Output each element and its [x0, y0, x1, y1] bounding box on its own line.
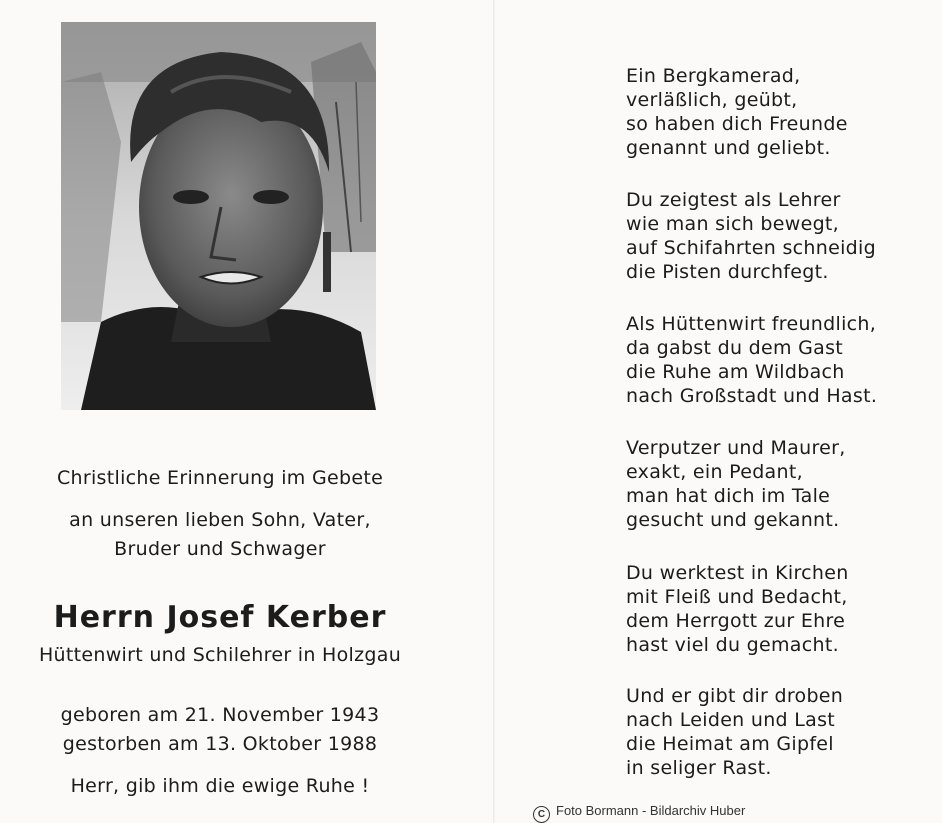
poem-line: Du zeigtest als Lehrer [626, 189, 841, 211]
relation-line-2: Bruder und Schwager [114, 538, 326, 560]
poem-line: Als Hüttenwirt freundlich, [626, 313, 877, 335]
intro-line: Christliche Erinnerung im Gebete [56, 467, 384, 489]
poem-line: in seliger Rast. [626, 757, 772, 779]
poem-line: die Heimat am Gipfel [626, 733, 834, 755]
poem-line: Verputzer und Maurer, [626, 437, 846, 459]
poem-line: dem Herrgott zur Ehre [626, 610, 846, 632]
relation-line-1: an unseren lieben Sohn, Vater, [69, 509, 371, 531]
poem-line: die Ruhe am Wildbach [626, 361, 845, 383]
poem-line: nach Leiden und Last [626, 709, 836, 731]
poem-line: gesucht und gekannt. [626, 509, 840, 531]
poem-stanza-3 [626, 312, 936, 408]
poem-line: nach Großstadt und Hast. [626, 385, 878, 407]
deceased-name: Herrn Josef Kerber [53, 600, 387, 635]
poem-stanza-2 [626, 188, 936, 284]
portrait-photo [61, 22, 376, 410]
poem-line: man hat dich im Tale [626, 485, 831, 507]
copyright-icon: C [533, 806, 550, 823]
birth-date: geboren am 21. November 1943 [60, 704, 380, 726]
poem-line: wie man sich bewegt, [626, 213, 840, 235]
poem-line: exakt, ein Pedant, [626, 461, 803, 483]
poem-line: Ein Bergkamerad, [626, 65, 801, 87]
poem-line: da gabst du dem Gast [626, 337, 844, 359]
poem-stanza-6 [626, 684, 936, 780]
poem-line: Du werktest in Kirchen [626, 562, 849, 584]
poem-stanza-1 [626, 64, 936, 160]
poem-line: hast viel du gemacht. [626, 634, 839, 656]
occupation-line: Hüttenwirt und Schilehrer in Holzgau [38, 644, 402, 666]
poem-line: genannt und geliebt. [626, 137, 831, 159]
poem-line: so haben dich Freunde [626, 113, 848, 135]
poem-stanza-4 [626, 436, 936, 532]
photo-credit-text: Foto Bormann - Bildarchiv Huber [556, 803, 746, 818]
photo-credit [533, 803, 745, 823]
poem-line: auf Schifahrten schneidig [626, 237, 876, 259]
prayer-line: Herr, gib ihm die ewige Ruhe ! [70, 775, 370, 797]
poem-line: die Pisten durchfegt. [626, 261, 829, 283]
poem-line: Und er gibt dir droben [626, 685, 844, 707]
card-fold [493, 0, 495, 823]
poem-line: verläßlich, geübt, [626, 89, 798, 111]
poem-stanza-5 [626, 561, 936, 657]
death-date: gestorben am 13. Oktober 1988 [62, 733, 378, 755]
poem-line: mit Fleiß und Bedacht, [626, 586, 848, 608]
